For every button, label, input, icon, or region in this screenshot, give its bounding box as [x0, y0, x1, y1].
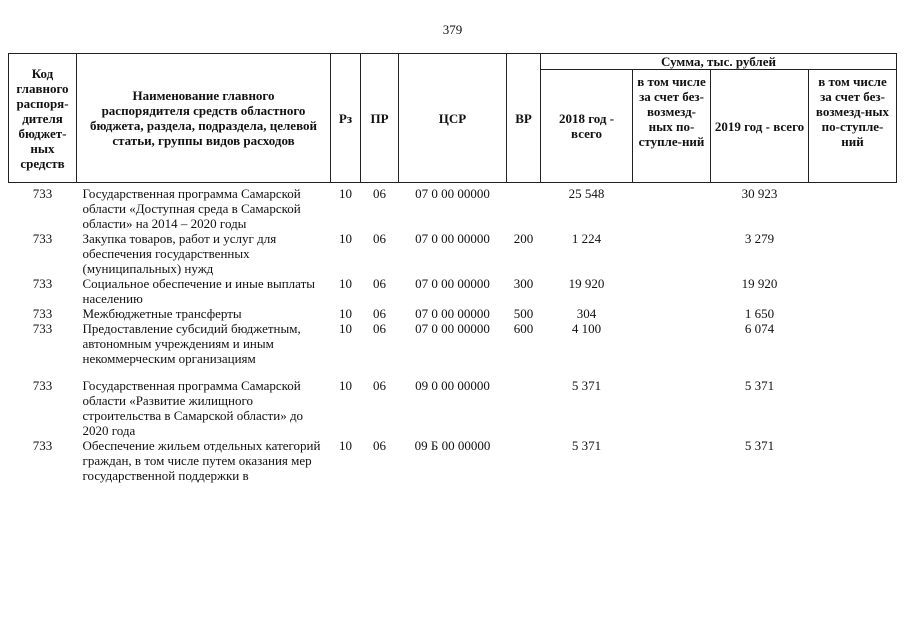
table-row [9, 306, 897, 321]
cell-rz: 10 [339, 186, 352, 201]
cell-code: 733 [32, 276, 53, 291]
cell-name: Государственная программа Самарской области «Доступная среда в Самарской области» на 2014 – 2020 годы [82, 186, 301, 231]
cell-rz: 10 [339, 231, 352, 246]
cell-code: 733 [32, 438, 53, 453]
cell-sum-2019: 1 650 [744, 306, 775, 321]
table-row [9, 183, 897, 232]
cell-free-2018 [633, 438, 711, 483]
cell-code: 733 [32, 231, 53, 246]
cell-name: Межбюджетные трансферты [82, 306, 242, 321]
cell-sum-2018: 25 548 [568, 186, 605, 201]
cell-sum-2019: 19 920 [741, 276, 778, 291]
cell-name: Обеспечение жильем отдельных категорий граждан, в том числе путем оказания мер государственной поддержки в [82, 438, 321, 483]
cell-sum-2018: 5 371 [571, 438, 602, 453]
cell-free-2019 [809, 306, 897, 321]
cell-pr: 06 [373, 231, 386, 246]
cell-vr [507, 438, 541, 483]
cell-sum-2018: 19 920 [568, 276, 605, 291]
cell-csr: 07 0 00 00000 [415, 186, 490, 201]
header-2019-total: 2019 год - всего [711, 70, 809, 183]
header-2018-free: в том числе за счет без-возмезд-ных по-ступле-ний [633, 70, 711, 183]
header-csr: ЦСР [399, 54, 507, 183]
cell-free-2019 [809, 378, 897, 438]
cell-csr: 07 0 00 00000 [415, 321, 490, 336]
cell-rz: 10 [339, 321, 352, 336]
cell-free-2019 [809, 183, 897, 232]
cell-vr [507, 378, 541, 438]
budget-table [8, 53, 897, 483]
row-spacer [9, 366, 897, 378]
cell-name: Закупка товаров, работ и услуг для обеспечения государственных (муниципальных) нужд [82, 231, 277, 276]
table-body [9, 183, 897, 484]
cell-sum-2018: 1 224 [571, 231, 602, 246]
cell-vr [507, 183, 541, 232]
cell-vr: 600 [513, 321, 534, 336]
table-header [9, 54, 897, 183]
cell-free-2019 [809, 231, 897, 276]
header-sum: Сумма, тыс. рублей [541, 54, 897, 70]
cell-free-2019 [809, 276, 897, 306]
table-row [9, 378, 897, 438]
cell-free-2018 [633, 306, 711, 321]
header-2018-total: 2018 год - всего [541, 70, 633, 183]
cell-free-2018 [633, 321, 711, 366]
table-row [9, 231, 897, 276]
cell-free-2019 [809, 321, 897, 366]
table-row [9, 438, 897, 483]
cell-pr: 06 [373, 276, 386, 291]
cell-code: 733 [32, 306, 53, 321]
cell-sum-2018: 4 100 [571, 321, 602, 336]
cell-rz: 10 [339, 378, 352, 393]
cell-rz: 10 [339, 306, 352, 321]
cell-vr: 300 [513, 276, 534, 291]
header-vr: ВР [507, 54, 541, 183]
cell-name: Предоставление субсидий бюджетным, автономным учреждениям и иным некоммерческим организациям [82, 321, 301, 366]
cell-csr: 07 0 00 00000 [415, 306, 490, 321]
cell-csr: 07 0 00 00000 [415, 276, 490, 291]
cell-pr: 06 [373, 438, 386, 453]
cell-pr: 06 [373, 321, 386, 336]
cell-sum-2018: 5 371 [571, 378, 602, 393]
cell-rz: 10 [339, 276, 352, 291]
header-2019-free: в том числе за счет без-возмезд-ных по-ступле-ний [809, 70, 897, 183]
cell-free-2018 [633, 183, 711, 232]
cell-csr: 09 Б 00 00000 [414, 438, 491, 453]
cell-free-2019 [809, 438, 897, 483]
header-pr: ПР [361, 54, 399, 183]
cell-name: Социальное обеспечение и иные выплаты населению [82, 276, 316, 306]
cell-free-2018 [633, 231, 711, 276]
cell-sum-2019: 5 371 [744, 438, 775, 453]
cell-sum-2019: 6 074 [744, 321, 775, 336]
cell-sum-2019: 30 923 [741, 186, 778, 201]
cell-rz: 10 [339, 438, 352, 453]
cell-pr: 06 [373, 306, 386, 321]
cell-name: Государственная программа Самарской области «Развитие жилищного строительства в Самарской области» до 2020 года [82, 378, 304, 438]
cell-code: 733 [32, 186, 53, 201]
header-name: Наименование главного распорядителя средств областного бюджета, раздела, подраздела, целевой статьи, группы видов расходов [77, 54, 331, 183]
header-code: Код главного распоря-дителя бюджет-ных средств [9, 54, 77, 183]
cell-vr: 500 [513, 306, 534, 321]
cell-csr: 07 0 00 00000 [415, 231, 490, 246]
cell-free-2018 [633, 276, 711, 306]
cell-csr: 09 0 00 00000 [415, 378, 490, 393]
cell-pr: 06 [373, 378, 386, 393]
cell-code: 733 [32, 378, 53, 393]
header-rz: Рз [331, 54, 361, 183]
cell-sum-2019: 5 371 [744, 378, 775, 393]
cell-free-2018 [633, 378, 711, 438]
table-row [9, 276, 897, 306]
table-row [9, 321, 897, 366]
spacer-cell [9, 366, 897, 378]
cell-sum-2019: 3 279 [744, 231, 775, 246]
page-number: 379 [442, 22, 463, 37]
cell-pr: 06 [373, 186, 386, 201]
cell-sum-2018: 304 [576, 306, 597, 321]
cell-code: 733 [32, 321, 53, 336]
cell-vr: 200 [513, 231, 534, 246]
